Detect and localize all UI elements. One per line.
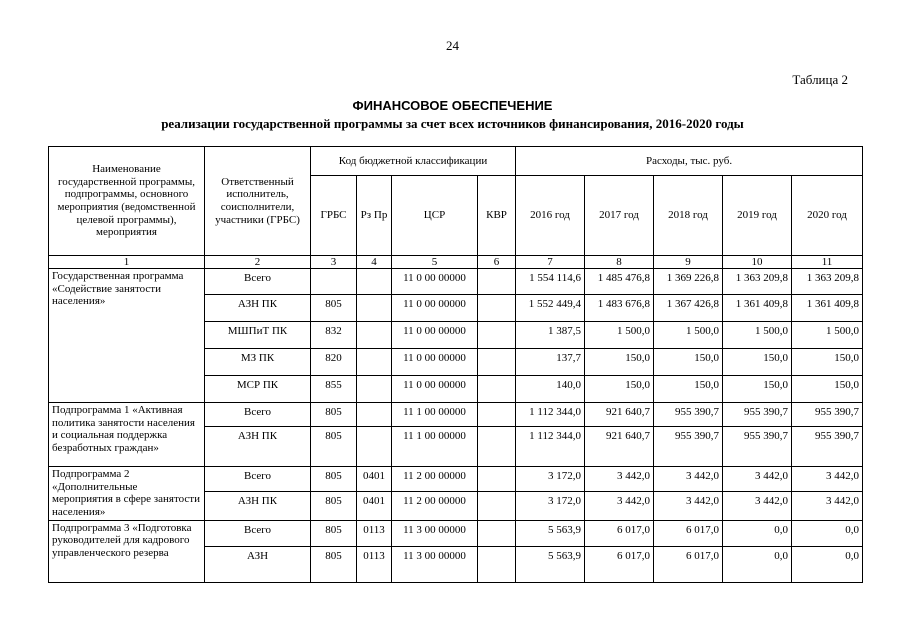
table-row xyxy=(49,403,863,427)
expense-2017-cell: 1 500,0 xyxy=(585,322,654,349)
executor-cell: Всего xyxy=(205,269,311,295)
kvr-cell xyxy=(478,403,516,427)
rzpr-cell xyxy=(357,269,392,295)
expense-2017-cell: 1 485 476,8 xyxy=(585,269,654,295)
expense-2019-cell: 150,0 xyxy=(723,349,792,376)
csr-cell: 11 3 00 00000 xyxy=(392,546,478,582)
column-number: 10 xyxy=(723,256,792,269)
expense-2016-cell: 1 552 449,4 xyxy=(516,295,585,322)
document-title: ФИНАНСОВОЕ ОБЕСПЕЧЕНИЕ xyxy=(352,98,553,113)
header-year-2020: 2020 год xyxy=(792,176,863,256)
expense-2018-cell: 1 500,0 xyxy=(654,322,723,349)
column-number: 6 xyxy=(478,256,516,269)
column-number: 11 xyxy=(792,256,863,269)
header-expenses: Расходы, тыс. руб. xyxy=(516,147,863,176)
header-csr: ЦСР xyxy=(392,176,478,256)
kvr-cell xyxy=(478,427,516,467)
column-number: 5 xyxy=(392,256,478,269)
table-caption: Таблица 2 xyxy=(792,72,848,87)
expense-2016-cell: 1 554 114,6 xyxy=(516,269,585,295)
header-rzpr: Рз Пр xyxy=(357,176,392,256)
rzpr-cell: 0401 xyxy=(357,467,392,492)
expense-2017-cell: 921 640,7 xyxy=(585,403,654,427)
expense-2017-cell: 3 442,0 xyxy=(585,491,654,520)
grbs-cell: 832 xyxy=(311,322,357,349)
expense-2020-cell: 1 363 209,8 xyxy=(792,269,863,295)
expense-2020-cell: 0,0 xyxy=(792,520,863,546)
expense-2016-cell: 5 563,9 xyxy=(516,546,585,582)
rzpr-cell: 0401 xyxy=(357,491,392,520)
csr-cell: 11 3 00 00000 xyxy=(392,520,478,546)
document-subtitle: реализации государственной программы за счет всех источников финансирования, 2016-2020 годы xyxy=(161,116,744,131)
expense-2017-cell: 921 640,7 xyxy=(585,427,654,467)
expense-2018-cell: 6 017,0 xyxy=(654,546,723,582)
csr-cell: 11 0 00 00000 xyxy=(392,376,478,403)
rzpr-cell xyxy=(357,322,392,349)
rzpr-cell: 0113 xyxy=(357,520,392,546)
csr-cell: 11 0 00 00000 xyxy=(392,322,478,349)
expense-2016-cell: 5 563,9 xyxy=(516,520,585,546)
grbs-cell: 805 xyxy=(311,427,357,467)
column-number: 8 xyxy=(585,256,654,269)
header-kbk: Код бюджетной классификации xyxy=(311,147,516,176)
kvr-cell xyxy=(478,491,516,520)
expense-2016-cell: 140,0 xyxy=(516,376,585,403)
expense-2020-cell: 955 390,7 xyxy=(792,427,863,467)
column-number: 3 xyxy=(311,256,357,269)
expense-2020-cell: 1 500,0 xyxy=(792,322,863,349)
grbs-cell: 805 xyxy=(311,467,357,492)
expense-2018-cell: 955 390,7 xyxy=(654,403,723,427)
expense-2019-cell: 1 363 209,8 xyxy=(723,269,792,295)
rzpr-cell xyxy=(357,427,392,467)
header-year-2017: 2017 год xyxy=(585,176,654,256)
expense-2020-cell: 150,0 xyxy=(792,349,863,376)
column-number: 7 xyxy=(516,256,585,269)
table-body xyxy=(49,269,863,583)
table-row xyxy=(49,467,863,492)
header-year-2018: 2018 год xyxy=(654,176,723,256)
expense-2018-cell: 3 442,0 xyxy=(654,491,723,520)
expense-2020-cell: 0,0 xyxy=(792,546,863,582)
header-year-2019: 2019 год xyxy=(723,176,792,256)
expense-2020-cell: 1 361 409,8 xyxy=(792,295,863,322)
grbs-cell: 805 xyxy=(311,546,357,582)
executor-cell: Всего xyxy=(205,403,311,427)
column-number-row xyxy=(49,256,863,269)
grbs-cell: 855 xyxy=(311,376,357,403)
expense-2018-cell: 955 390,7 xyxy=(654,427,723,467)
executor-cell: АЗН ПК xyxy=(205,295,311,322)
executor-cell: МШПиТ ПК xyxy=(205,322,311,349)
expense-2017-cell: 6 017,0 xyxy=(585,546,654,582)
program-name-cell: Подпрограмма 2 «Дополнительные мероприятия в сфере занятости населения» xyxy=(49,467,205,521)
kvr-cell xyxy=(478,269,516,295)
page-number: 24 xyxy=(446,38,459,53)
column-number: 9 xyxy=(654,256,723,269)
column-number: 4 xyxy=(357,256,392,269)
expense-2018-cell: 150,0 xyxy=(654,376,723,403)
expense-2016-cell: 1 112 344,0 xyxy=(516,403,585,427)
expense-2016-cell: 1 112 344,0 xyxy=(516,427,585,467)
expense-2016-cell: 3 172,0 xyxy=(516,467,585,492)
expense-2019-cell: 955 390,7 xyxy=(723,403,792,427)
expense-2018-cell: 1 367 426,8 xyxy=(654,295,723,322)
rzpr-cell: 0113 xyxy=(357,546,392,582)
csr-cell: 11 1 00 00000 xyxy=(392,403,478,427)
expense-2018-cell: 150,0 xyxy=(654,349,723,376)
executor-cell: МЗ ПК xyxy=(205,349,311,376)
kvr-cell xyxy=(478,295,516,322)
executor-cell: Всего xyxy=(205,467,311,492)
executor-cell: МСР ПК xyxy=(205,376,311,403)
expense-2017-cell: 1 483 676,8 xyxy=(585,295,654,322)
expense-2020-cell: 3 442,0 xyxy=(792,467,863,492)
expense-2019-cell: 1 361 409,8 xyxy=(723,295,792,322)
expense-2019-cell: 1 500,0 xyxy=(723,322,792,349)
expense-2019-cell: 955 390,7 xyxy=(723,427,792,467)
rzpr-cell xyxy=(357,349,392,376)
header-executor: Ответственный исполнитель, соисполнители, участники (ГРБС) xyxy=(205,147,311,256)
csr-cell: 11 0 00 00000 xyxy=(392,349,478,376)
header-grbs: ГРБС xyxy=(311,176,357,256)
expense-2016-cell: 3 172,0 xyxy=(516,491,585,520)
executor-cell: Всего xyxy=(205,520,311,546)
grbs-cell: 805 xyxy=(311,520,357,546)
expense-2018-cell: 6 017,0 xyxy=(654,520,723,546)
column-number: 1 xyxy=(49,256,205,269)
grbs-cell xyxy=(311,269,357,295)
grbs-cell: 805 xyxy=(311,403,357,427)
program-name-cell: Подпрограмма 3 «Подготовка руководителей для кадрового управленческого резерва xyxy=(49,520,205,582)
expense-2019-cell: 150,0 xyxy=(723,376,792,403)
expense-2017-cell: 150,0 xyxy=(585,349,654,376)
expense-2016-cell: 1 387,5 xyxy=(516,322,585,349)
csr-cell: 11 0 00 00000 xyxy=(392,295,478,322)
expense-2020-cell: 3 442,0 xyxy=(792,491,863,520)
column-number: 2 xyxy=(205,256,311,269)
expense-2019-cell: 3 442,0 xyxy=(723,491,792,520)
rzpr-cell xyxy=(357,403,392,427)
grbs-cell: 820 xyxy=(311,349,357,376)
kvr-cell xyxy=(478,349,516,376)
financing-table xyxy=(48,146,863,583)
rzpr-cell xyxy=(357,295,392,322)
expense-2017-cell: 150,0 xyxy=(585,376,654,403)
expense-2018-cell: 1 369 226,8 xyxy=(654,269,723,295)
csr-cell: 11 2 00 00000 xyxy=(392,467,478,492)
grbs-cell: 805 xyxy=(311,491,357,520)
kvr-cell xyxy=(478,520,516,546)
expense-2018-cell: 3 442,0 xyxy=(654,467,723,492)
csr-cell: 11 1 00 00000 xyxy=(392,427,478,467)
expense-2019-cell: 3 442,0 xyxy=(723,467,792,492)
header-year-2016: 2016 год xyxy=(516,176,585,256)
program-name-cell: Государственная программа «Содействие занятости населения» xyxy=(49,269,205,403)
kvr-cell xyxy=(478,322,516,349)
csr-cell: 11 2 00 00000 xyxy=(392,491,478,520)
kvr-cell xyxy=(478,546,516,582)
executor-cell: АЗН xyxy=(205,546,311,582)
expense-2017-cell: 6 017,0 xyxy=(585,520,654,546)
rzpr-cell xyxy=(357,376,392,403)
program-name-cell: Подпрограмма 1 «Активная политика занятости населения и социальная поддержка безработных граждан» xyxy=(49,403,205,467)
header-name: Наименование государственной программы, подпрограммы, основного мероприятия (ведомственной целевой программы), мероприятия xyxy=(49,147,205,256)
expense-2020-cell: 955 390,7 xyxy=(792,403,863,427)
table-row xyxy=(49,269,863,295)
expense-2019-cell: 0,0 xyxy=(723,546,792,582)
kvr-cell xyxy=(478,376,516,403)
table-row xyxy=(49,520,863,546)
expense-2017-cell: 3 442,0 xyxy=(585,467,654,492)
grbs-cell: 805 xyxy=(311,295,357,322)
expense-2020-cell: 150,0 xyxy=(792,376,863,403)
kvr-cell xyxy=(478,467,516,492)
header-kvr: КВР xyxy=(478,176,516,256)
expense-2016-cell: 137,7 xyxy=(516,349,585,376)
csr-cell: 11 0 00 00000 xyxy=(392,269,478,295)
expense-2019-cell: 0,0 xyxy=(723,520,792,546)
executor-cell: АЗН ПК xyxy=(205,427,311,467)
executor-cell: АЗН ПК xyxy=(205,491,311,520)
